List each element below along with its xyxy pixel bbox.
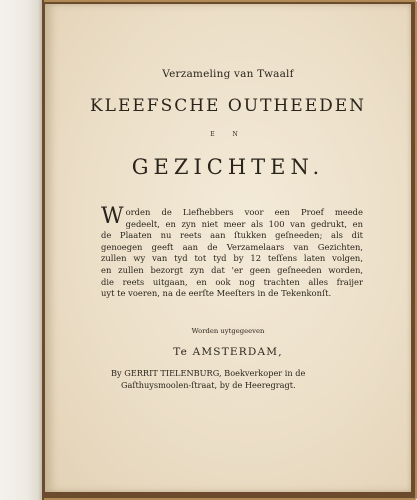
body-line: gedeelt, en zyn niet meer als 100 van gedrukt, en — [125, 218, 363, 229]
title-page — [45, 4, 411, 492]
main-title: KLEEFSCHE OUTHEEDEN — [89, 96, 367, 116]
body-line: uyt te voeren, na de eerſte Meeſters in de Tekenkonſt. — [101, 288, 332, 299]
printer-address-line: Gaſthuysmoolen-ſtraat, by de Heeregragt. — [121, 380, 296, 390]
city-line: Te AMSTERDAM, — [173, 346, 283, 358]
body-line: en zullen bezorgt zyn dat 'er geen geſneeden worden, — [101, 264, 363, 275]
drop-cap: W — [101, 204, 124, 229]
body-line: zullen wy van tyd tot tyd by 12 teſſens laten volgen, — [101, 253, 363, 264]
body-line: de Plaaten nu reets aan ſtukken geſneeden; als dit — [101, 230, 363, 241]
body-line: orden de Liefhebbers voor een Proef meede — [125, 207, 363, 217]
secondary-title: GEZICHTEN. — [131, 155, 325, 179]
conjunction-line: E N — [210, 131, 246, 138]
body-paragraph — [101, 204, 363, 300]
body-line: genoegen geeft aan de Verzamelaars van Gezichten, — [101, 241, 363, 252]
title-page-content — [45, 4, 411, 492]
body-line: die reets uitgaan, en ook nog trachten alles fraijer — [101, 276, 363, 287]
published-line: Worden uytgegeeven — [191, 327, 265, 335]
subtitle-line: Verzameling van Twaalf — [162, 68, 294, 80]
printer-line: By GERRIT TIELENBURG, Boekverkoper in de — [111, 368, 306, 378]
printer-imprint — [111, 367, 369, 391]
